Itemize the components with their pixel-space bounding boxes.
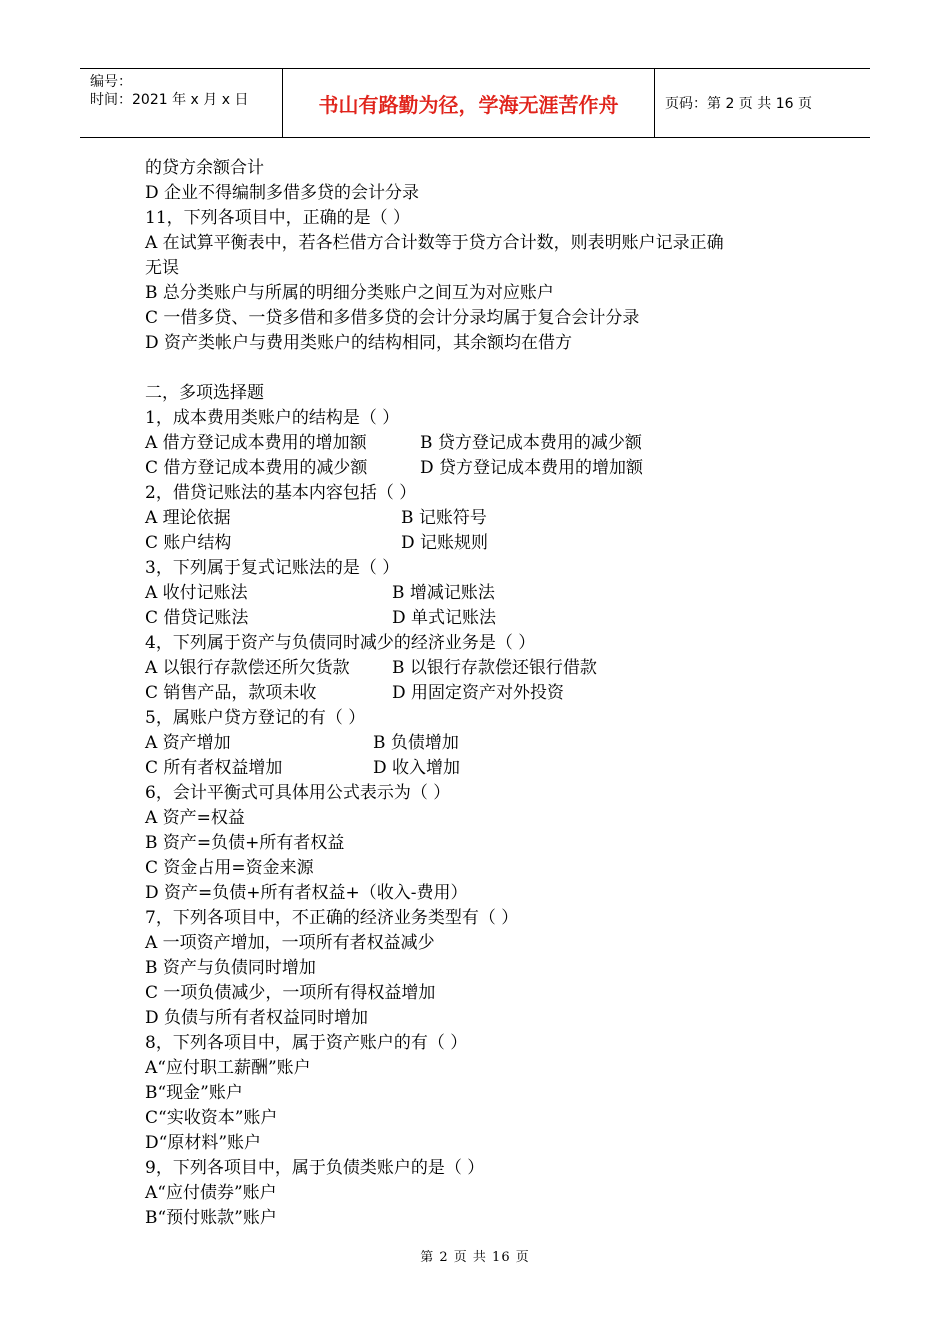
line-text: A“应付职工薪酬”账户 [145, 1058, 311, 1078]
line-text: A 资产增加 [145, 733, 231, 753]
line-text: 3，下列属于复式记账法的是（ ） [145, 558, 400, 578]
line-text-option: B 以银行存款偿还银行借款 [392, 658, 597, 678]
motto-text: 书山有路勤为径，学海无涯苦作舟 [318, 92, 619, 117]
line-text: 二，多项选择题 [145, 383, 264, 403]
line-text: D“原材料”账户 [145, 1133, 262, 1153]
date-label: 时间：2021 年 x 月 x 日 [90, 92, 249, 108]
text-line [145, 831, 825, 856]
line-text-option: D 贷方登记成本费用的增加额 [420, 458, 644, 478]
text-line [145, 1156, 825, 1181]
header-meta [80, 69, 283, 137]
text-line [145, 1056, 825, 1081]
text-line [145, 931, 825, 956]
line-text: D 资产=负债+所有者权益+（收入-费用） [145, 883, 468, 903]
line-text-option: D 收入增加 [373, 758, 461, 778]
text-line [145, 481, 825, 506]
text-line [145, 556, 825, 581]
line-text: B 资产与负债同时增加 [145, 958, 316, 978]
text-line [145, 506, 825, 531]
line-text: C 借方登记成本费用的减少额 [145, 458, 368, 478]
line-text: 2，借贷记账法的基本内容包括（ ） [145, 483, 417, 503]
text-line [145, 1031, 825, 1056]
line-text: 4，下列属于资产与负债同时减少的经济业务是（ ） [145, 633, 536, 653]
text-line [145, 1181, 825, 1206]
line-text: A 在试算平衡表中，若各栏借方合计数等于贷方合计数，则表明账户记录正确 [145, 233, 724, 253]
line-text: 7，下列各项目中，不正确的经济业务类型有（ ） [145, 908, 519, 928]
line-text-option: B 增减记账法 [392, 583, 495, 603]
line-text: 1，成本费用类账户的结构是（ ） [145, 408, 400, 428]
line-text: D 资产类帐户与费用类账户的结构相同，其余额均在借方 [145, 333, 573, 353]
line-text: C 一借多贷、一贷多借和多借多贷的会计分录均属于复合会计分录 [145, 308, 640, 328]
text-line [145, 281, 825, 306]
document-body [145, 156, 825, 1231]
line-text-option: B 贷方登记成本费用的减少额 [420, 433, 642, 453]
text-line [145, 656, 825, 681]
text-line [145, 606, 825, 631]
line-text: C 资金占用=资金来源 [145, 858, 314, 878]
page-info-text: 页码：第 2 页 共 16 页 [665, 96, 812, 112]
text-line [145, 456, 825, 481]
text-line [145, 581, 825, 606]
text-line [145, 331, 825, 356]
line-text: C“实收资本”账户 [145, 1108, 278, 1128]
number-label: 编号： [90, 74, 132, 90]
line-text: B 总分类账户与所属的明细分类账户之间互为对应账户 [145, 283, 554, 303]
line-text: 的贷方余额合计 [145, 158, 264, 178]
line-text: 11，下列各项目中，正确的是（ ） [145, 208, 411, 228]
text-line [145, 856, 825, 881]
page-header [80, 68, 870, 138]
text-line [145, 206, 825, 231]
blank-line [145, 356, 825, 381]
text-line [145, 631, 825, 656]
text-line [145, 231, 825, 256]
text-line [145, 1106, 825, 1131]
text-line [145, 531, 825, 556]
text-line [145, 956, 825, 981]
line-text: C 账户结构 [145, 533, 232, 553]
text-line [145, 1206, 825, 1231]
text-line [145, 756, 825, 781]
header-motto-cell [283, 69, 655, 137]
line-text-option: D 单式记账法 [392, 608, 497, 628]
line-text: C 所有者权益增加 [145, 758, 283, 778]
line-text: A“应付债券”账户 [145, 1183, 277, 1203]
line-text: A 一项资产增加，一项所有者权益减少 [145, 933, 435, 953]
line-text-option: B 记账符号 [401, 508, 487, 528]
text-line [145, 706, 825, 731]
text-line [145, 181, 825, 206]
line-text: A 资产=权益 [145, 808, 245, 828]
line-text: C 销售产品，款项未收 [145, 683, 317, 703]
text-line [145, 731, 825, 756]
line-text: A 收付记账法 [145, 583, 248, 603]
text-line [145, 781, 825, 806]
line-text: B 资产=负债+所有者权益 [145, 833, 345, 853]
line-text: C 一项负债减少，一项所有得权益增加 [145, 983, 436, 1003]
line-text: B“现金”账户 [145, 1083, 243, 1103]
line-text-option: D 记账规则 [401, 533, 489, 553]
text-line [145, 431, 825, 456]
line-text: 5，属账户贷方登记的有（ ） [145, 708, 366, 728]
line-text: A 理论依据 [145, 508, 231, 528]
text-line [145, 1081, 825, 1106]
text-line [145, 256, 825, 281]
line-text: A 以银行存款偿还所欠货款 [145, 658, 350, 678]
line-text: 6，会计平衡式可具体用公式表示为（ ） [145, 783, 451, 803]
line-text: 无误 [145, 258, 179, 278]
line-text: D 负债与所有者权益同时增加 [145, 1008, 369, 1028]
text-line [145, 1131, 825, 1156]
text-line [145, 1006, 825, 1031]
line-text: A 借方登记成本费用的增加额 [145, 433, 367, 453]
page-footer: 第 2 页 共 16 页 [420, 1250, 530, 1265]
text-line [145, 881, 825, 906]
text-line [145, 381, 825, 406]
text-line [145, 156, 825, 181]
line-text: C 借贷记账法 [145, 608, 249, 628]
text-line [145, 406, 825, 431]
text-line [145, 981, 825, 1006]
line-text: D 企业不得编制多借多贷的会计分录 [145, 183, 420, 203]
line-text-option: B 负债增加 [373, 733, 459, 753]
line-text: 9，下列各项目中，属于负债类账户的是（ ） [145, 1158, 485, 1178]
text-line [145, 806, 825, 831]
text-line [145, 681, 825, 706]
line-text: B“预付账款”账户 [145, 1208, 277, 1228]
line-text-option: D 用固定资产对外投资 [392, 683, 565, 703]
header-page-info [655, 69, 870, 137]
line-text: 8，下列各项目中，属于资产账户的有（ ） [145, 1033, 468, 1053]
text-line [145, 306, 825, 331]
text-line [145, 906, 825, 931]
